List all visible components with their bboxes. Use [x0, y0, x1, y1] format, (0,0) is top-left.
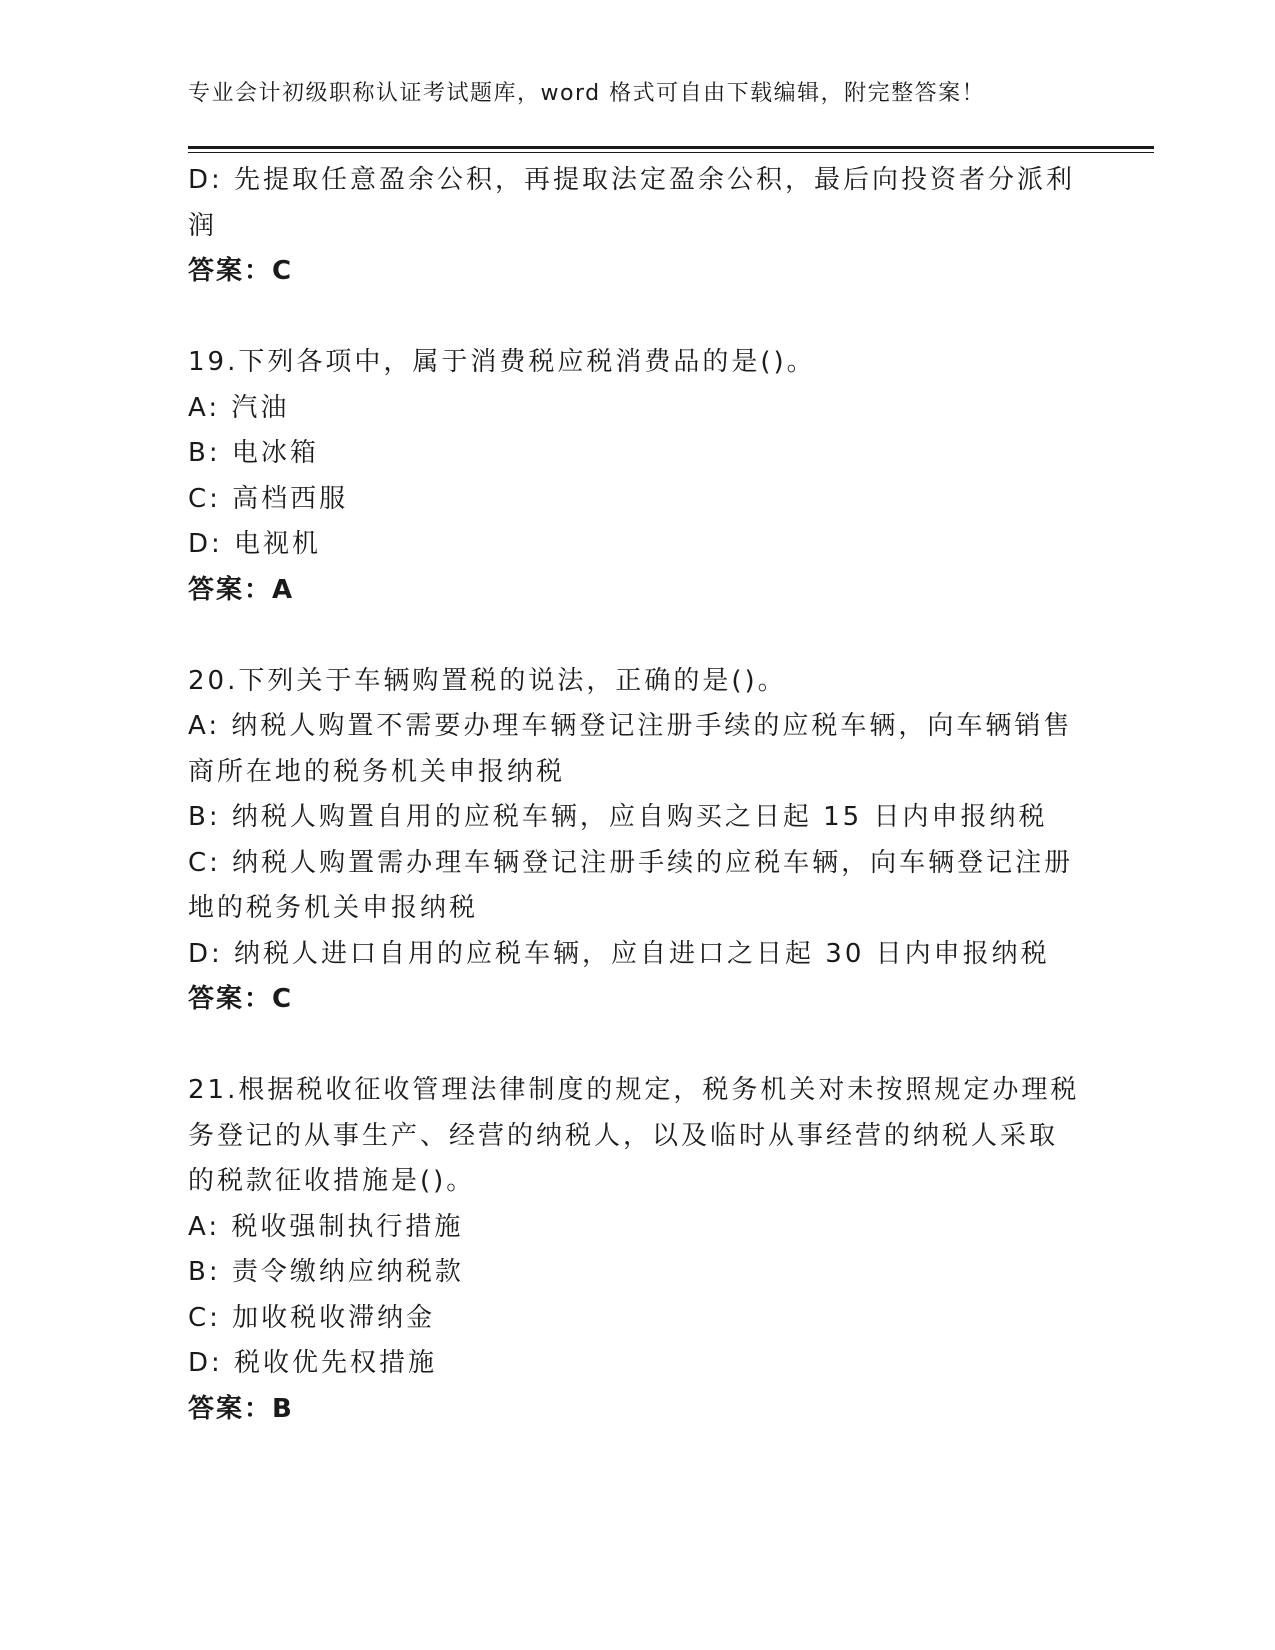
question-block-20	[188, 659, 1088, 1023]
option-a-continued: 商所在地的税务机关申报纳税	[188, 756, 566, 787]
option-c-continued: 地的税务机关申报纳税	[188, 893, 479, 923]
option-a: A: 纳税人购置不需要办理车辆登记注册手续的应税车辆，向车辆销售	[188, 711, 1073, 741]
option-b: B: 纳税人购置自用的应税车辆，应自购买之日起 15 日内申报纳税	[188, 802, 1048, 832]
option-d-continued: 润	[188, 210, 218, 241]
option-b: B: 责令缴纳应纳税款	[188, 1257, 464, 1287]
question-stem: 19.下列各项中，属于消费税应税消费品的是()。	[188, 347, 816, 377]
option-d: D: 纳税人进口自用的应税车辆，应自进口之日起 30 日内申报纳税	[188, 938, 1050, 969]
option-c: C: 高档西服	[188, 483, 349, 514]
question-stem: 21.根据税收征收管理法律制度的规定，税务机关对未按照规定办理税	[188, 1075, 1080, 1105]
option-a: A: 汽油	[188, 392, 290, 423]
spacer	[188, 1023, 1088, 1069]
question-block-21	[188, 1068, 1088, 1432]
option-c: C: 纳税人购置需办理车辆登记注册手续的应税车辆，向车辆登记注册	[188, 847, 1074, 878]
option-d: D: 先提取任意盈余公积，再提取法定盈余公积，最后向投资者分派利	[188, 165, 1076, 195]
answer-label: 答案：A	[188, 574, 295, 605]
option-b: B: 电冰箱	[188, 438, 319, 468]
spacer	[188, 613, 1088, 659]
spacer	[188, 295, 1088, 341]
option-c: C: 加收税收滞纳金	[188, 1302, 436, 1333]
question-block-18	[188, 158, 1088, 295]
answer-label: 答案：C	[188, 984, 294, 1014]
option-d: D: 电视机	[188, 529, 322, 559]
question-stem-continued: 务登记的从事生产、经营的纳税人，以及临时从事经营的纳税人采取	[188, 1120, 1059, 1151]
option-a: A: 税收强制执行措施	[188, 1211, 464, 1242]
page-header: 专业会计初级职称认证考试题库，word 格式可自由下载编辑，附完整答案！	[188, 81, 986, 106]
header-divider-thin	[188, 152, 1154, 153]
answer-label: 答案：B	[188, 1393, 294, 1424]
question-stem: 20.下列关于车辆购置税的说法，正确的是()。	[188, 665, 787, 696]
document-body	[188, 158, 1088, 1432]
question-stem-continued: 的税款征收措施是()。	[188, 1166, 476, 1196]
option-d: D: 税收优先权措施	[188, 1348, 438, 1378]
question-block-19	[188, 340, 1088, 613]
answer-label: 答案：C	[188, 256, 294, 286]
header-divider-thick	[188, 146, 1154, 149]
